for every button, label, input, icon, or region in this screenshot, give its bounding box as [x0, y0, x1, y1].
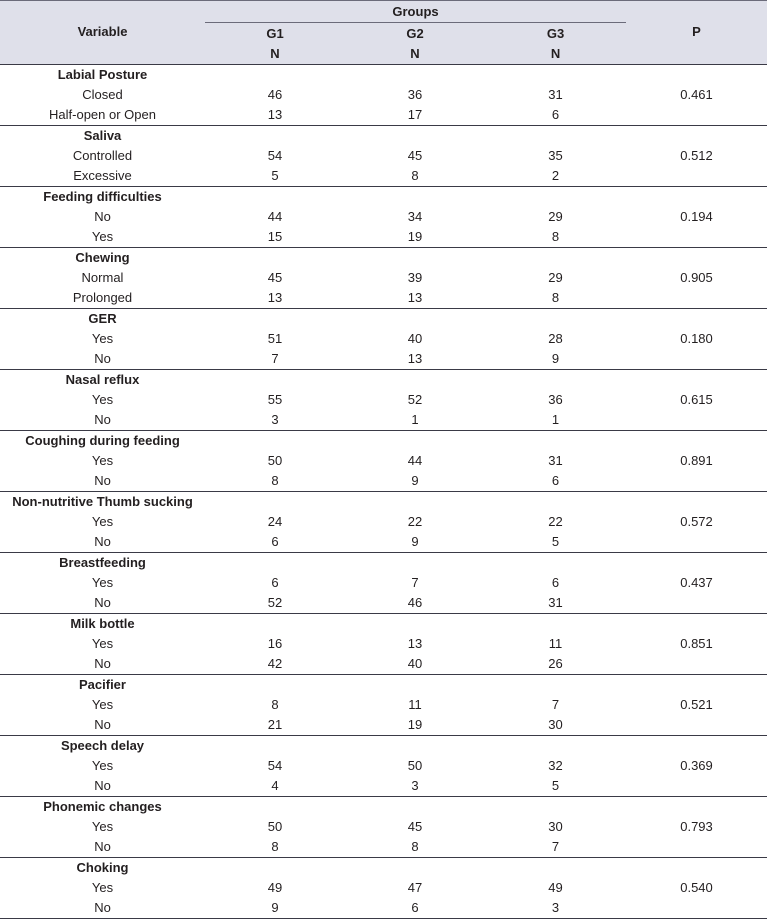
g3-value: 7 — [485, 837, 626, 858]
table-row — [0, 166, 767, 187]
row-label: Half-open or Open — [0, 105, 205, 126]
g1-value: 55 — [267, 391, 283, 407]
row-label: No — [0, 410, 205, 431]
p-value — [626, 166, 767, 187]
g2-value: 36 — [407, 86, 423, 102]
empty-cell — [345, 552, 485, 573]
g3-value: 6 — [485, 105, 626, 126]
g1-value: 54 — [267, 757, 283, 773]
row-label: Yes — [91, 330, 114, 346]
p-value — [626, 349, 767, 370]
g2-value: 19 — [345, 227, 485, 248]
g1-value: 45 — [267, 269, 283, 285]
table-row — [0, 451, 767, 471]
g1-value: 46 — [267, 86, 283, 102]
g3-value: 31 — [548, 86, 563, 102]
table-row — [0, 715, 767, 736]
empty-cell — [626, 613, 767, 634]
row-label: No — [0, 593, 205, 614]
p-value: 0.891 — [680, 452, 713, 468]
p-value — [626, 776, 767, 797]
empty-cell — [345, 857, 485, 878]
g2-value: 8 — [345, 837, 485, 858]
table-body — [0, 64, 767, 918]
table-row — [0, 288, 767, 309]
g1-n-header: N — [205, 44, 345, 65]
row-label: No — [0, 898, 205, 919]
section-title-row — [0, 247, 767, 268]
g1-value: 24 — [267, 513, 283, 529]
row-label: Yes — [0, 227, 205, 248]
empty-cell — [626, 430, 767, 451]
g3-header: G3 — [485, 24, 626, 44]
g1-value: 8 — [205, 837, 345, 858]
variable-header: Variable — [0, 1, 205, 65]
section-title-row — [0, 735, 767, 756]
g3-value: 3 — [485, 898, 626, 919]
g3-value: 2 — [485, 166, 626, 187]
empty-cell — [205, 796, 345, 817]
empty-cell — [345, 125, 485, 146]
row-label: Yes — [91, 696, 114, 712]
g2-value: 7 — [411, 574, 419, 590]
g2-value: 9 — [345, 532, 485, 553]
g2-value: 45 — [407, 818, 423, 834]
section-title: Choking — [76, 859, 129, 875]
empty-cell — [626, 857, 767, 878]
row-label: No — [94, 208, 111, 224]
g1-value: 8 — [271, 696, 279, 712]
g3-value: 1 — [485, 410, 626, 431]
p-value — [626, 288, 767, 309]
g3-value: 22 — [548, 513, 563, 529]
g2-value: 13 — [345, 288, 485, 309]
p-value — [626, 532, 767, 553]
row-label: No — [0, 471, 205, 492]
g2-value: 52 — [407, 391, 423, 407]
p-value: 0.461 — [680, 86, 713, 102]
g1-value: 5 — [205, 166, 345, 187]
empty-cell — [345, 735, 485, 756]
empty-cell — [485, 613, 626, 634]
table-row — [0, 695, 767, 715]
g3-value: 26 — [485, 654, 626, 675]
p-value: 0.615 — [680, 391, 713, 407]
empty-cell — [485, 369, 626, 390]
table-header — [0, 1, 767, 65]
table-row — [0, 390, 767, 410]
empty-cell — [345, 613, 485, 634]
row-label: Yes — [91, 635, 114, 651]
row-label: Excessive — [0, 166, 205, 187]
table-row — [0, 654, 767, 675]
g2-value: 1 — [345, 410, 485, 431]
g1-value: 49 — [267, 879, 283, 895]
section-title-row — [0, 491, 767, 512]
g2-value: 22 — [407, 513, 423, 529]
section-title: GER — [88, 310, 117, 326]
g1-value: 51 — [267, 330, 283, 346]
g3-value: 28 — [548, 330, 563, 346]
table-row — [0, 776, 767, 797]
p-value — [626, 105, 767, 126]
groups-header — [205, 1, 626, 24]
empty-cell — [485, 186, 626, 207]
empty-cell — [345, 308, 485, 329]
empty-cell — [626, 796, 767, 817]
section-title: Feeding difficulties — [43, 188, 162, 204]
g2-value: 34 — [407, 208, 423, 224]
p-value: 0.540 — [680, 879, 713, 895]
table-row — [0, 471, 767, 492]
row-label: Controlled — [72, 147, 133, 163]
p-value: 0.180 — [680, 330, 713, 346]
empty-cell — [485, 552, 626, 573]
g2-value: 39 — [407, 269, 423, 285]
g3-value: 8 — [485, 227, 626, 248]
g1-value: 54 — [267, 147, 283, 163]
g3-value: 32 — [548, 757, 563, 773]
g2-value: 50 — [407, 757, 423, 773]
g2-value: 45 — [407, 147, 423, 163]
g1-value: 15 — [205, 227, 345, 248]
empty-cell — [205, 491, 345, 512]
row-label: Normal — [81, 269, 124, 285]
g2-value: 9 — [345, 471, 485, 492]
p-value — [626, 227, 767, 248]
g1-value: 13 — [205, 288, 345, 309]
section-title: Phonemic changes — [43, 798, 162, 814]
row-label: Yes — [91, 818, 114, 834]
empty-cell — [345, 430, 485, 451]
g1-value: 13 — [205, 105, 345, 126]
g1-value: 6 — [271, 574, 279, 590]
empty-cell — [205, 64, 345, 85]
g1-value: 7 — [205, 349, 345, 370]
row-label: Yes — [91, 879, 114, 895]
g2-value: 11 — [408, 696, 422, 712]
section-title: Milk bottle — [70, 615, 135, 631]
empty-cell — [626, 674, 767, 695]
g3-value: 35 — [548, 147, 563, 163]
g1-value: 6 — [205, 532, 345, 553]
row-label: Yes — [91, 391, 114, 407]
g2-n-header: N — [345, 44, 485, 65]
p-value: 0.521 — [680, 696, 713, 712]
g1-value: 42 — [205, 654, 345, 675]
row-label: No — [0, 715, 205, 736]
empty-cell — [626, 491, 767, 512]
table-row — [0, 268, 767, 288]
empty-cell — [485, 125, 626, 146]
g3-value: 6 — [485, 471, 626, 492]
table-row — [0, 817, 767, 837]
g3-value: 30 — [548, 818, 563, 834]
table-row — [0, 329, 767, 349]
section-title-row — [0, 125, 767, 146]
g2-value: 19 — [345, 715, 485, 736]
empty-cell — [345, 491, 485, 512]
section-title-row — [0, 613, 767, 634]
row-label: Yes — [91, 452, 114, 468]
g2-value: 13 — [345, 349, 485, 370]
p-value: 0.369 — [680, 757, 713, 773]
table-row — [0, 207, 767, 227]
groups-header-label: Groups — [205, 2, 626, 23]
p-value: 0.512 — [680, 147, 713, 163]
section-title-row — [0, 64, 767, 85]
empty-cell — [485, 64, 626, 85]
row-label: No — [0, 654, 205, 675]
table-row — [0, 837, 767, 858]
g2-value: 47 — [407, 879, 423, 895]
g1-value: 4 — [205, 776, 345, 797]
empty-cell — [485, 247, 626, 268]
g3-value: 30 — [485, 715, 626, 736]
g1-value: 21 — [205, 715, 345, 736]
section-title: Labial Posture — [57, 66, 148, 82]
empty-cell — [205, 430, 345, 451]
row-label: No — [0, 776, 205, 797]
g3-value: 6 — [551, 574, 560, 590]
p-value: 0.194 — [680, 208, 713, 224]
empty-cell — [205, 308, 345, 329]
table-row — [0, 85, 767, 105]
empty-cell — [205, 857, 345, 878]
row-label: Yes — [91, 757, 114, 773]
section-title-row — [0, 674, 767, 695]
p-value: 0.572 — [680, 513, 713, 529]
g3-value: 36 — [548, 391, 563, 407]
table-row — [0, 349, 767, 370]
table-row — [0, 227, 767, 248]
row-label: No — [0, 349, 205, 370]
g2-value: 8 — [345, 166, 485, 187]
g3-value: 31 — [485, 593, 626, 614]
empty-cell — [345, 796, 485, 817]
section-title-row — [0, 369, 767, 390]
g2-value: 46 — [345, 593, 485, 614]
empty-cell — [626, 64, 767, 85]
p-value — [626, 471, 767, 492]
row-label: Closed — [82, 86, 123, 102]
p-value: 0.851 — [680, 635, 713, 651]
section-title-row — [0, 857, 767, 878]
row-label: No — [0, 532, 205, 553]
p-value — [626, 593, 767, 614]
section-title: Nasal reflux — [65, 371, 140, 387]
empty-cell — [345, 186, 485, 207]
section-title: Pacifier — [79, 676, 126, 692]
table-row — [0, 410, 767, 431]
section-title-row — [0, 430, 767, 451]
table-row — [0, 593, 767, 614]
g3-n-header: N — [485, 44, 626, 65]
g1-value: 16 — [267, 635, 283, 651]
p-value — [626, 837, 767, 858]
empty-cell — [205, 552, 345, 573]
g3-value: 29 — [548, 269, 563, 285]
g1-value: 44 — [267, 208, 283, 224]
g3-value: 9 — [485, 349, 626, 370]
g1-header: G1 — [205, 24, 345, 44]
row-label: Yes — [91, 574, 114, 590]
section-title: Coughing during feeding — [25, 432, 180, 448]
g3-value: 11 — [548, 635, 563, 651]
g1-value: 52 — [205, 593, 345, 614]
empty-cell — [626, 735, 767, 756]
empty-cell — [626, 308, 767, 329]
section-title-row — [0, 308, 767, 329]
section-title: Saliva — [83, 127, 122, 143]
row-label: Prolonged — [0, 288, 205, 309]
p-value: 0.793 — [680, 818, 713, 834]
g2-value: 44 — [407, 452, 423, 468]
p-value — [626, 410, 767, 431]
g3-value: 5 — [485, 532, 626, 553]
row-label: Yes — [91, 513, 114, 529]
table-row — [0, 878, 767, 898]
empty-cell — [485, 308, 626, 329]
empty-cell — [485, 796, 626, 817]
empty-cell — [345, 247, 485, 268]
section-title: Speech delay — [60, 737, 145, 753]
g3-value: 8 — [485, 288, 626, 309]
table-row — [0, 105, 767, 126]
empty-cell — [485, 857, 626, 878]
g3-value: 5 — [485, 776, 626, 797]
empty-cell — [485, 735, 626, 756]
section-title: Non-nutritive Thumb sucking — [12, 493, 193, 509]
empty-cell — [205, 247, 345, 268]
g2-value: 6 — [345, 898, 485, 919]
section-title: Chewing — [75, 249, 130, 265]
p-value: 0.905 — [680, 269, 713, 285]
p-header: P — [626, 1, 767, 65]
g2-value: 40 — [407, 330, 423, 346]
table-row — [0, 573, 767, 593]
table-row — [0, 146, 767, 166]
p-value — [626, 715, 767, 736]
empty-cell — [485, 491, 626, 512]
g1-value: 3 — [205, 410, 345, 431]
g1-value: 8 — [205, 471, 345, 492]
empty-cell — [345, 64, 485, 85]
empty-cell — [205, 613, 345, 634]
empty-cell — [626, 552, 767, 573]
row-label: No — [0, 837, 205, 858]
g2-header: G2 — [345, 24, 485, 44]
g2-value: 17 — [345, 105, 485, 126]
empty-cell — [205, 674, 345, 695]
g1-value: 50 — [267, 452, 283, 468]
empty-cell — [626, 369, 767, 390]
section-title-row — [0, 186, 767, 207]
table-row — [0, 756, 767, 776]
g3-value: 29 — [548, 208, 563, 224]
empty-cell — [205, 125, 345, 146]
empty-cell — [205, 735, 345, 756]
g2-value: 3 — [345, 776, 485, 797]
p-value — [626, 654, 767, 675]
g1-value: 50 — [267, 818, 283, 834]
g3-value: 49 — [548, 879, 563, 895]
table-row — [0, 512, 767, 532]
g1-value: 9 — [205, 898, 345, 919]
table-row — [0, 532, 767, 553]
g3-value: 7 — [551, 696, 560, 712]
section-title: Breastfeeding — [59, 554, 146, 570]
section-title-row — [0, 796, 767, 817]
g2-value: 40 — [345, 654, 485, 675]
empty-cell — [485, 674, 626, 695]
empty-cell — [205, 186, 345, 207]
table-row — [0, 634, 767, 654]
empty-cell — [345, 674, 485, 695]
empty-cell — [345, 369, 485, 390]
empty-cell — [626, 247, 767, 268]
g2-value: 13 — [407, 635, 423, 651]
empty-cell — [626, 125, 767, 146]
empty-cell — [485, 430, 626, 451]
section-title-row — [0, 552, 767, 573]
empty-cell — [205, 369, 345, 390]
p-value: 0.437 — [680, 574, 713, 590]
g3-value: 31 — [548, 452, 563, 468]
empty-cell — [626, 186, 767, 207]
